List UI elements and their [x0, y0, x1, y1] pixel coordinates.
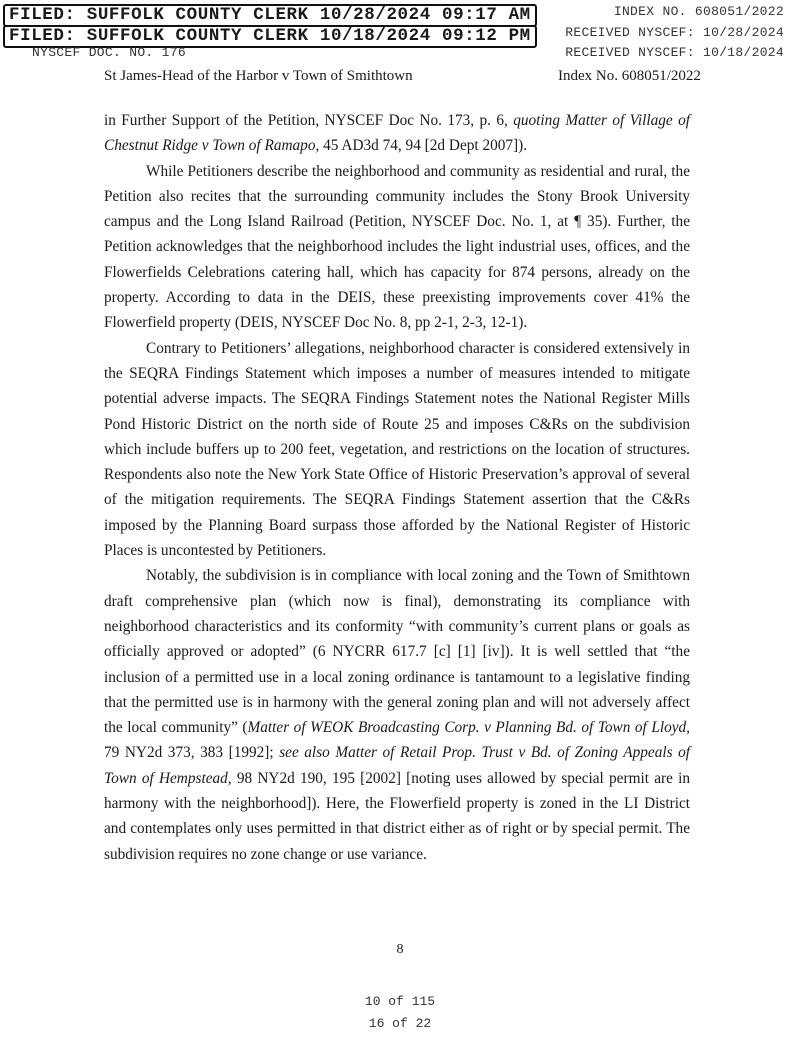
- paragraph-text: 98 NY2d 190, 195 [2002] [noting uses allowed by special permit are in harmony with the neighborhood]). Here, the Flowerfield property is zoned in the LI District and contemplates only uses permitted in that district either as of right or by special permit. The subdivision requires no zone change or use variance.: [104, 769, 690, 863]
- case-citation: quoting Matter of Village of Chestnut Ridge v Town of Ramapo,: [104, 112, 690, 155]
- received-nyscef-overlap: RECEIVED NYSCEF: 10/28/2024: [565, 25, 784, 40]
- paragraph-zoning: [104, 563, 690, 867]
- nyscef-doc-number: NYSCEF DOC. NO. 176: [32, 45, 186, 60]
- paragraph-text: in Further Support of the Petition, NYSCEF Doc No. 173, p. 6,: [104, 112, 514, 129]
- paragraph-neighborhood: While Petitioners describe the neighborhood and community as residential and rural, the Petition also recites that the surrounding community includes the Stony Brook University campus and the Long Island Railroad (Petition, NYSCEF Doc. No. 1, at ¶ 35). Further, the Petition acknowledges that the neighborhood includes the light industrial uses, offices, and the Flowerfields Celebrations catering hall, which has capacity for 874 persons, already on the property. According to data in the DEIS, these preexisting improvements cover 41% the Flowerfield property (DEIS, NYSCEF Doc No. 8, pp 2-1, 2-3, 12-1).: [104, 162, 690, 332]
- case-citation: Matter of WEOK Broadcasting Corp. v Planning Bd. of Town of Lloyd,: [247, 719, 690, 737]
- case-index-number: Index No. 608051/2022: [558, 68, 701, 84]
- paragraph-text: Notably, the subdivision is in compliance with local zoning and the Town of Smithtown draft comprehensive plan (which now is final), demonstrating its compliance with neighborhood characteristics and its conformity “with community’s current plans or goals as officially approved or adopted” (6 NYCRR 617.7 [c] [1] [iv]). It is well settled that “the inclusion of a permitted use in a local zoning ordinance is tantamount to a legislative finding that the permitted use is in harmony with the general zoning plan and will not adversely affect the local community” (: [104, 567, 690, 737]
- filed-stamp-top: FILED: SUFFOLK COUNTY CLERK 10/28/2024 09:17 AM: [3, 4, 537, 27]
- paragraph-seqra: Contrary to Petitioners’ allegations, neighborhood character is considered extensively in the SEQRA Findings Statement which imposes a number of measures intended to mitigate potential adverse impacts. The SEQRA Findings Statement notes the National Register Mills Pond Historic District on the north side of Route 25 and imposes C&Rs on the subdivision which include buffers up to 200 feet, vegetation, and restrictions on the location of structures. Respondents also note the New York State Office of Historic Preservation’s approval of several of the mitigation requirements. The SEQRA Findings Statement assertion that the C&Rs imposed by the Planning Board surpass those afforded by the National Register of Historic Places is uncontested by Petitioners.: [104, 339, 690, 560]
- filed-stamp-bottom: FILED: SUFFOLK COUNTY CLERK 10/18/2024 09:12 PM: [3, 25, 537, 48]
- page-number: 8: [396, 942, 404, 957]
- paragraph-text: 79 NY2d 373, 383 [1992];: [104, 744, 280, 762]
- received-nyscef-date: RECEIVED NYSCEF: 10/18/2024: [565, 45, 784, 60]
- case-caption: St James-Head of the Harbor v Town of Smithtown: [104, 68, 413, 84]
- page-of-overlap: 10 of 115: [364, 994, 436, 1009]
- paragraph-continuation: [104, 108, 690, 159]
- page-of-total: 16 of 22: [368, 1016, 432, 1031]
- paragraph-text: 45 AD3d 74, 94 [2d Dept 2007]).: [319, 137, 528, 155]
- document-body: [104, 108, 690, 867]
- index-number-header: INDEX NO. 608051/2022: [613, 4, 784, 19]
- case-citation: see also Matter of Retail Prop. Trust v Bd. of Zoning Appeals of Town of Hempstead,: [104, 744, 690, 787]
